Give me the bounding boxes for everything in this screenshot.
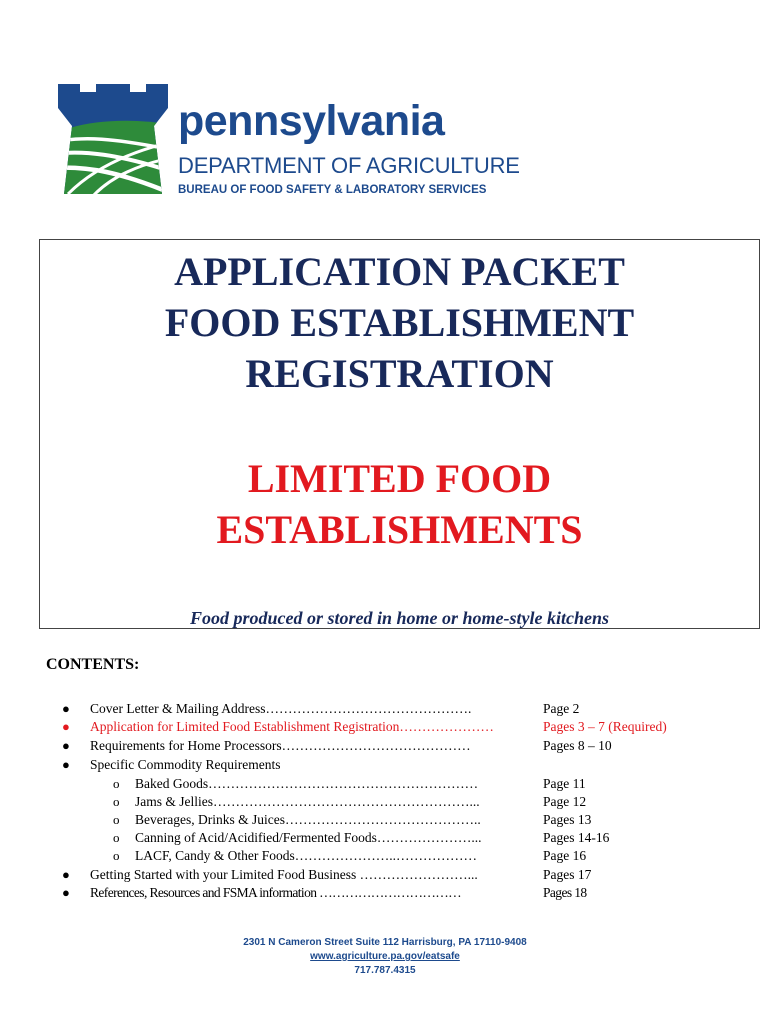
toc-item <box>0 718 770 736</box>
toc-label: Canning of Acid/Acidified/Fermented Foods…………………... <box>135 830 482 845</box>
circle-bullet-icon: o <box>113 794 120 809</box>
toc-subitem <box>0 793 770 811</box>
footer-phone: 717.787.4315 <box>354 965 416 976</box>
brand-name: pennsylvania <box>178 97 445 145</box>
toc-page: Page 11 <box>543 776 586 791</box>
toc-item <box>0 737 770 755</box>
toc-subitem <box>0 775 770 793</box>
bullet-icon: ● <box>62 738 70 753</box>
toc-page: Pages 3 – 7 (Required) <box>543 719 667 734</box>
toc-label: Jams & Jellies…………………………………………………... <box>135 794 480 809</box>
toc-page: Pages 8 – 10 <box>543 738 612 753</box>
toc-label: Baked Goods…………………………………………………… <box>135 776 479 791</box>
toc-label: Beverages, Drinks & Juices…………………………………….. <box>135 812 481 827</box>
toc-subitem <box>0 811 770 829</box>
toc-page: Page 2 <box>543 701 580 716</box>
circle-bullet-icon: o <box>113 812 120 827</box>
bureau-name: BUREAU OF FOOD SAFETY & LABORATORY SERVICES <box>178 184 487 196</box>
bullet-icon: ● <box>62 885 70 900</box>
toc-label: References, Resources and FSMA information …………………………… <box>90 885 462 900</box>
toc-page: Page 12 <box>543 794 587 809</box>
toc-page: Pages 18 <box>543 885 587 900</box>
toc-item <box>0 884 770 902</box>
toc-page: Pages 17 <box>543 867 592 882</box>
subtitle-line: ESTABLISHMENTS <box>216 507 583 552</box>
toc-subitem <box>0 829 770 847</box>
toc-label: Cover Letter & Mailing Address………………………………………. <box>90 701 472 716</box>
bullet-icon: ● <box>62 719 70 734</box>
subtitle-line: LIMITED FOOD <box>247 456 552 501</box>
title-line: REGISTRATION <box>245 351 554 396</box>
circle-bullet-icon: o <box>113 830 120 845</box>
circle-bullet-icon: o <box>113 776 120 791</box>
toc-label: LACF, Candy & Other Foods…………………..……………… <box>135 848 478 863</box>
footer-address: 2301 N Cameron Street Suite 112 Harrisburg, PA 17110-9408 <box>243 937 527 948</box>
toc-label: Specific Commodity Requirements <box>90 757 281 772</box>
toc-page: Pages 13 <box>543 812 592 827</box>
toc-page: Pages 14-16 <box>543 830 610 845</box>
keystone-farmland-logo <box>58 84 168 194</box>
department-name: DEPARTMENT OF AGRICULTURE <box>178 153 520 178</box>
title-line: FOOD ESTABLISHMENT <box>164 300 635 345</box>
contents-heading: CONTENTS: <box>46 656 140 673</box>
bullet-icon: ● <box>62 701 70 716</box>
toc-item <box>0 700 770 718</box>
title-line: APPLICATION PACKET <box>174 249 625 294</box>
toc-label: Getting Started with your Limited Food Business ……………………... <box>90 867 478 882</box>
bullet-icon: ● <box>62 757 70 772</box>
bullet-icon: ● <box>62 867 70 882</box>
title-box <box>39 239 760 629</box>
circle-bullet-icon: o <box>113 848 120 863</box>
toc-label: Requirements for Home Processors…………………………………… <box>90 738 471 753</box>
toc-item <box>0 756 770 774</box>
toc-page: Page 16 <box>543 848 587 863</box>
toc-item <box>0 866 770 884</box>
footer-website-link[interactable]: www.agriculture.pa.gov/eatsafe <box>310 951 460 962</box>
tagline: Food produced or stored in home or home-style kitchens <box>189 608 609 628</box>
toc-label: Application for Limited Food Establishment Registration………………… <box>90 719 494 734</box>
toc-subitem <box>0 847 770 865</box>
